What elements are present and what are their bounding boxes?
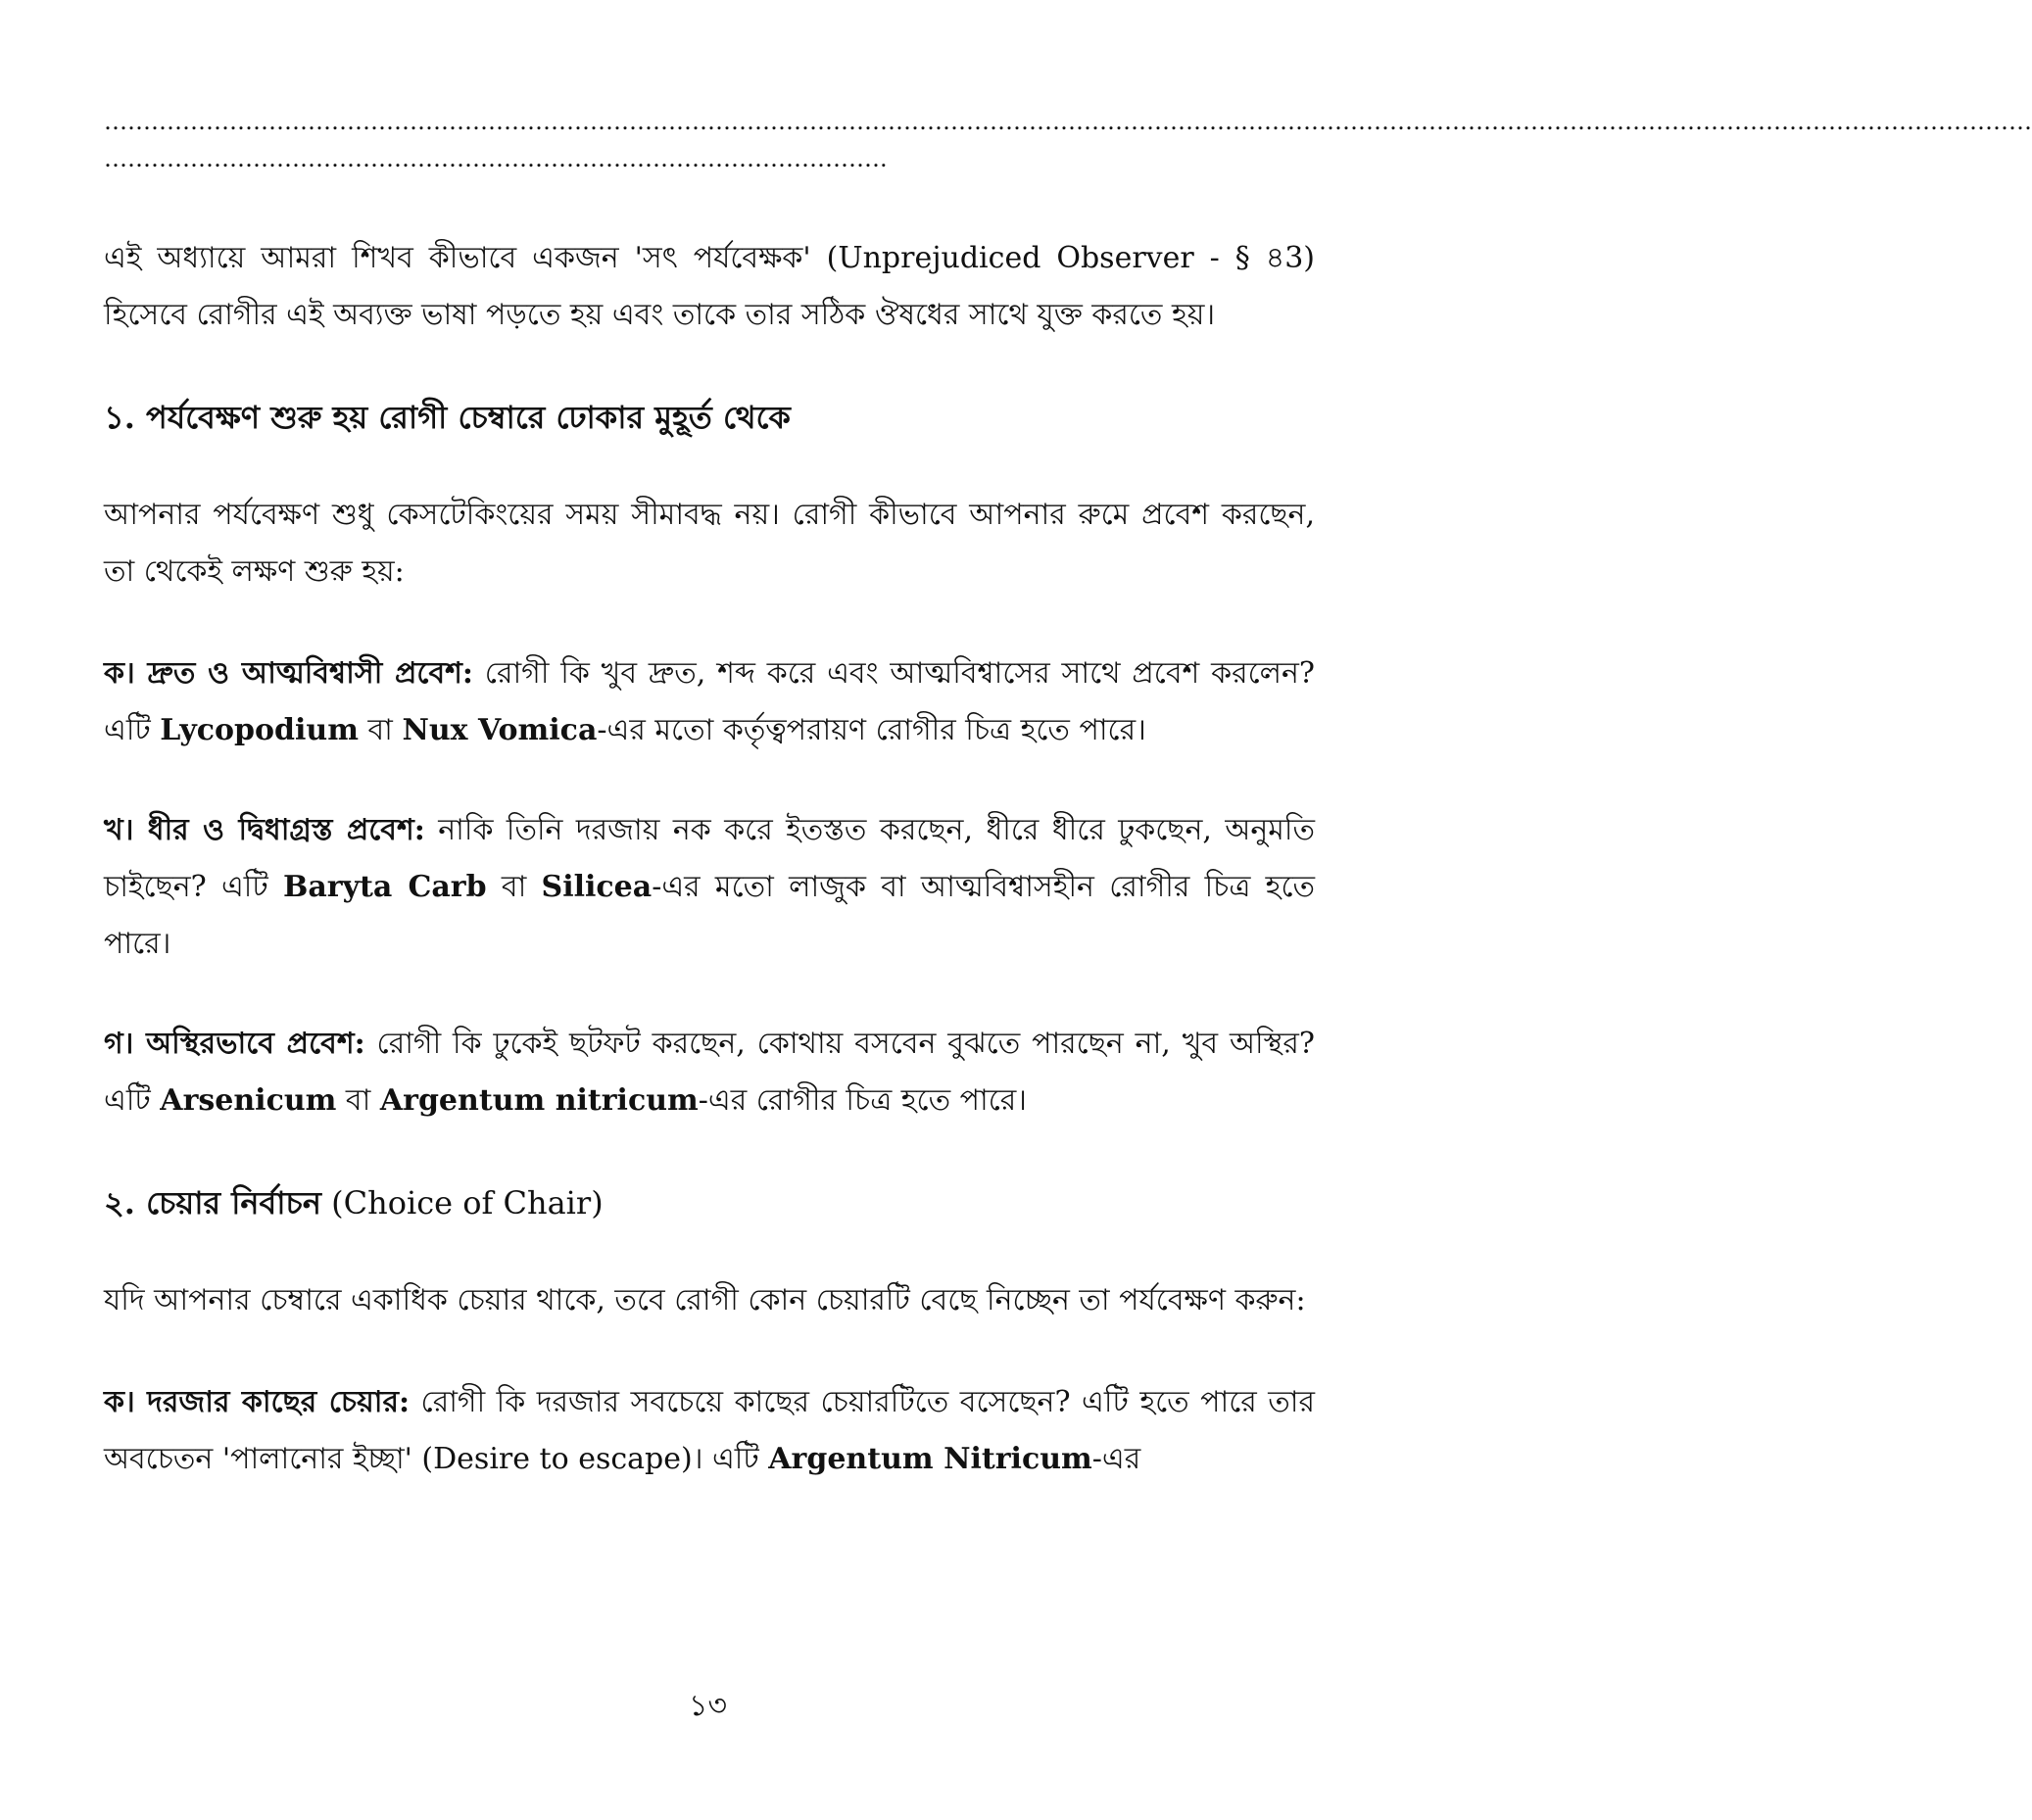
section-1-item-ka: [104, 646, 1315, 759]
item-text: -এর রোগীর চিত্র হতে পারে।: [698, 1083, 1027, 1118]
item-label: ক। দ্রুত ও আত্মবিশ্বাসী প্রবেশ:: [104, 656, 473, 691]
remedy-name: Silicea: [541, 870, 653, 904]
item-text: বা: [486, 870, 542, 904]
item-label: খ। ধীর ও দ্বিধাগ্রস্ত প্রবেশ:: [104, 813, 425, 847]
remedy-name: Argentum Nitricum: [768, 1442, 1092, 1476]
section-1-item-kha: [104, 802, 1315, 973]
remedy-name: Arsenicum: [160, 1083, 337, 1118]
section-2-heading-en: (Choice of Chair): [320, 1184, 604, 1221]
remedy-name: Lycopodium: [160, 713, 359, 747]
item-text: নাকি তিনি দরজায় নক করে ইতস্তত করছেন, ধীরে ধীরে ঢুকছেন, অনুমতি চাইছেন? এটি: [104, 813, 1315, 904]
item-text: রোগী কি ঢুকেই ছটফট করছেন, কোথায় বসবেন বুঝতে পারছেন না, খুব অস্থির? এটি: [104, 1027, 1315, 1118]
item-text: -এর মতো কর্তৃত্বপরায়ণ রোগীর চিত্র হতে পারে।: [597, 713, 1146, 747]
dotted-separator-line-1: …………………………………………………………………………………………………………………………………………………………………………………………………………………………: [104, 108, 2032, 135]
remedy-name: Baryta Carb: [283, 870, 487, 904]
item-text: রোগী কি দরজার সবচেয়ে কাছের চেয়ারটিতে বসেছেন? এটি হতে পারে তার অবচেতন 'পালানোর ইচ্ছা' (Desire to escape)। এটি: [104, 1385, 1316, 1476]
item-text: রোগী কি খুব দ্রুত, শব্দ করে এবং আত্মবিশ্বাসের সাথে প্রবেশ করলেন? এটি: [104, 656, 1315, 747]
section-1-item-ga: [104, 1016, 1315, 1129]
item-label: গ। অস্থিরভাবে প্রবেশ:: [104, 1027, 365, 1061]
remedy-name: Argentum nitricum: [379, 1083, 699, 1118]
section-2-heading-bn: ২. চেয়ার নির্বাচন: [104, 1184, 321, 1221]
section-2-heading: [104, 1178, 1315, 1227]
item-text: বা: [336, 1083, 380, 1118]
item-text: -এর: [1091, 1442, 1141, 1476]
dotted-separator-line-2: ……………………………………………………………………………………….: [104, 145, 888, 172]
item-label: ক। দরজার কাছের চেয়ার:: [104, 1385, 411, 1419]
section-1-heading: ১. পর্যবেক্ষণ শুরু হয় রোগী চেম্বারে ঢোকার মুহূর্ত থেকে: [104, 399, 791, 436]
page-content: [104, 103, 2032, 1488]
item-text: -এর মতো লাজুক বা আত্মবিশ্বাসহীন রোগীর চিত্র হতে পারে।: [104, 870, 1316, 961]
item-text: বা: [358, 713, 403, 747]
page-number: ১৩: [689, 1689, 727, 1723]
remedy-name: Nux Vomica: [402, 713, 598, 747]
section-2-item-ka: [104, 1374, 1315, 1488]
intro-paragraph: এই অধ্যায়ে আমরা শিখব কীভাবে একজন 'সৎ পর্যবেক্ষক' (Unprejudiced Observer - § ৪3) হিসেবে রোগীর এই অব্যক্ত ভাষা পড়তে হয় এবং তাকে তার সঠিক ঔষধের সাথে যুক্ত করতে হয়।: [104, 241, 1315, 332]
section-1-intro: আপনার পর্যবেক্ষণ শুধু কেসটেকিংয়ের সময় সীমাবদ্ধ নয়। রোগী কীভাবে আপনার রুমে প্রবেশ করছেন, তা থেকেই লক্ষণ শুরু হয়:: [104, 498, 1315, 589]
section-2-intro: যদি আপনার চেম্বারে একাধিক চেয়ার থাকে, তবে রোগী কোন চেয়ারটি বেছে নিচ্ছেন তা পর্যবেক্ষণ করুন:: [104, 1283, 1306, 1317]
